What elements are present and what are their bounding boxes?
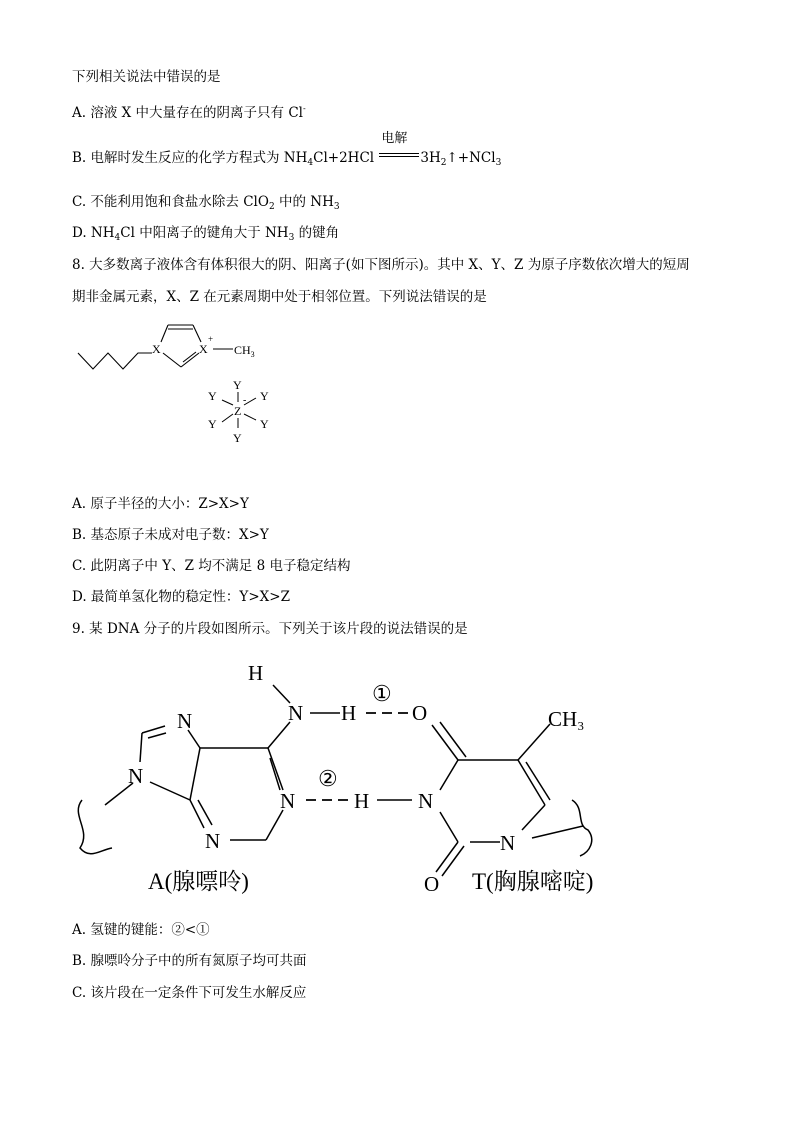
base-name-adenine: A(腺嘌呤): [148, 869, 249, 894]
q7-option-a-text: A. 溶液 X 中大量存在的阴离子只有 Cl: [72, 105, 303, 121]
bond-label-1: ①: [372, 681, 392, 706]
dna-atom-t-n3: N: [418, 789, 434, 813]
q8-option-d: D. 最简单氢化物的稳定性：Y>X>Z: [72, 589, 290, 605]
q9-option-c: C. 该片段在一定条件下可发生水解反应: [72, 985, 307, 1001]
a-bond-n1-c2: [266, 810, 283, 840]
a-bond-c6-n1: [268, 748, 283, 790]
q7-option-d-post: 的键角: [294, 225, 340, 241]
q8-atom-x-left: X: [152, 342, 161, 356]
dna-atom-o4: O: [412, 701, 428, 725]
q7-option-d-sub2: 3: [288, 233, 295, 243]
a-bond-c6-n6: [268, 722, 290, 748]
q7-option-b-post1: 3H: [420, 150, 441, 166]
a-bond-n7-c8: [142, 726, 165, 733]
dna-atom-t-n1: N: [500, 831, 516, 855]
t-bond-c2-n3: [440, 812, 458, 842]
q7-option-c-sub1: 2: [268, 202, 275, 212]
q7-option-a-charge: -: [302, 104, 306, 113]
a-bond-c6-n1-double: [270, 758, 280, 790]
q8-option-b: B. 基态原子未成对电子数：X>Y: [72, 527, 269, 543]
dna-atom-n7: N: [177, 709, 193, 733]
q9-stem: 9. 某 DNA 分子的片段如图所示。下列关于该片段的说法错误的是: [72, 621, 468, 637]
q7-option-b-sub2: 2: [440, 158, 447, 168]
dna-atom-n1: N: [280, 789, 296, 813]
t-bond-c5-c6: [518, 760, 545, 805]
q7-option-c-pre: C. 不能利用饱和食盐水除去 ClO: [72, 194, 269, 210]
dna-atom-h-n3: H: [354, 789, 370, 813]
dna-atom-h-bridge: H: [341, 701, 357, 725]
dna-atom-n6: N: [288, 701, 304, 725]
q8-atom-y-lower-left: Y: [208, 417, 217, 431]
q7-option-d-sub1: 4: [114, 233, 121, 243]
a-bond-c4-c5: [190, 748, 200, 800]
t-bond-c2-o-double: [442, 846, 464, 876]
q9-option-b: B. 腺嘌呤分子中的所有氮原子均可共面: [72, 953, 307, 969]
dna-atom-h-amino: H: [248, 661, 264, 685]
q8-methyl-label: $CH_3$: [234, 343, 255, 359]
q8-atom-y-lower-right: Y: [260, 417, 269, 431]
q8-option-c: C. 此阴离子中 Y、Z 均不满足 8 电子稳定结构: [72, 558, 351, 574]
q8-atom-y-upper-left: Y: [208, 389, 217, 403]
a-bond-n3-c4: [190, 800, 204, 828]
t-bond-c4-o-double: [440, 722, 466, 757]
q8-atom-y-upper-right: Y: [260, 389, 269, 403]
q8-atom-x-right: X: [199, 342, 208, 356]
a-bond-n7-c8-double: [148, 733, 166, 738]
q8-option-a: A. 原子半径的大小：Z>X>Y: [72, 496, 249, 512]
q8-cation-charge: +: [208, 334, 214, 344]
thymine-skeleton: [377, 722, 583, 876]
electrolysis-condition: 电解: [381, 131, 408, 146]
dna-methyl: CH₃: [548, 707, 585, 731]
q7-option-b-post2: ↑+NCl: [446, 150, 496, 166]
q8-atom-y-top: Y: [233, 378, 242, 392]
q7-option-b-sub3: 3: [495, 158, 502, 168]
q9-option-a: A. 氢键的键能：②<①: [72, 922, 210, 938]
t-bond-n1-sugar: [532, 826, 583, 838]
q7-option-b-sub1: 4: [307, 158, 314, 168]
q7-option-d-mid: Cl 中阳离子的键角大于 NH: [120, 225, 289, 241]
t-bond-c6-n1: [522, 805, 545, 830]
dna-atom-o2: O: [424, 872, 440, 896]
dna-atom-n9: N: [128, 764, 144, 788]
t-bond-c4-o: [432, 725, 458, 760]
q7-option-c-sub2: 3: [333, 202, 340, 212]
q7-option-b-pre: B. 电解时发生反应的化学方程式为 NH: [72, 150, 308, 166]
a-bond-n9-c4: [150, 782, 190, 800]
q8-stem-line2: 期非金属元素，X、Z 在元素周期中处于相邻位置。下列说法错误的是: [72, 289, 487, 305]
adenine-skeleton: [105, 685, 340, 840]
q8-atom-y-bottom: Y: [233, 431, 242, 445]
base-name-thymine: T(胸腺嘧啶): [472, 869, 594, 894]
q7-option-c-mid: 中的 NH: [274, 194, 334, 210]
dna-atom-n3: N: [205, 829, 221, 853]
bond-label-2: ②: [318, 766, 338, 791]
q8-stem-line1: 8. 大多数离子液体含有体积很大的阴、阳离子(如下图所示)。其中 X、Y、Z 为原子序数依次增大的短周: [72, 257, 690, 273]
q7-stem: 下列相关说法中错误的是: [72, 69, 221, 85]
q8-anion-charge: -: [243, 395, 247, 406]
q7-option-d-pre: D. NH: [72, 225, 115, 241]
q7-option-b-mid: Cl+2HCl: [313, 150, 375, 166]
a-bond-c8-n9: [140, 733, 142, 762]
t-bond-c2-o: [436, 842, 458, 872]
t-bond-n3-c4: [440, 760, 458, 790]
q8-atom-z: Z: [234, 404, 242, 418]
t-bond-c5-ch3: [518, 724, 550, 760]
left-backbone-squiggle: [78, 800, 112, 854]
